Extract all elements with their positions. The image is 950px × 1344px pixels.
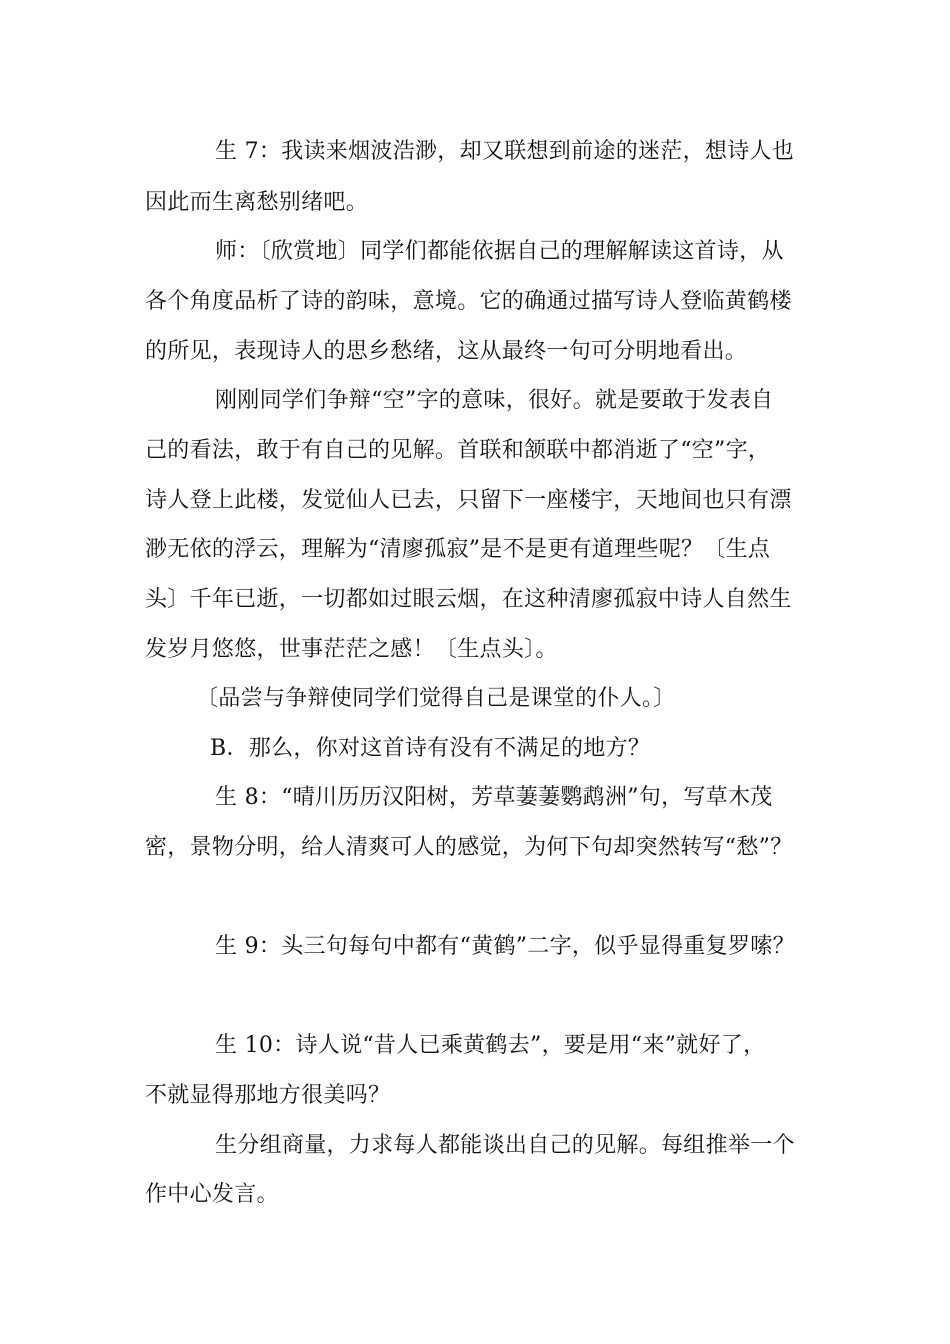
- text-line: 作中心发言。: [145, 1182, 279, 1207]
- text-line: 各个角度品析了诗的韵味，意境。它的确通过描写诗人登临黄鹤楼: [145, 289, 792, 314]
- text-line: B．那么，你对这首诗有没有不满足的地方？: [210, 736, 651, 761]
- text-line: 的所见，表现诗人的思乡愁绪，这从最终一句可分明地看出。: [145, 339, 748, 364]
- text-line: 刚刚同学们争辩“空”字的意味，很好。就是要敢于发表自: [215, 388, 774, 413]
- text-line: 头〕千年已逝，一切都如过眼云烟，在这种清廖孤寂中诗人自然生: [145, 587, 792, 612]
- text-line: 师：〔欣赏地〕同学们都能依据自己的理解解读这首诗，从: [215, 239, 784, 264]
- text-line: 生 8：“晴川历历汉阳树，芳草萋萋鹦鹉洲”句，写草木茂: [215, 785, 773, 810]
- text-line: 生 9：头三句每句中都有“黄鹤”二字，似乎显得重复罗嗦？: [215, 934, 795, 959]
- text-line: 生 10：诗人说“昔人已乘黄鹤去”，要是用“来”就好了，: [215, 1033, 766, 1058]
- text-line: 〔品尝与争辩使同学们觉得自己是课堂的仆人。〕: [196, 686, 676, 711]
- text-line: 己的看法，敢于有自己的见解。首联和颔联中都消逝了“空”字，: [145, 438, 771, 463]
- text-line: 因此而生离愁别绪吧。: [145, 190, 369, 215]
- text-line: 不就显得那地方很美吗？: [145, 1083, 391, 1108]
- text-line: 渺无依的浮云，理解为“清廖孤寂”是不是更有道理些呢？〔生点: [145, 537, 771, 562]
- text-line: 生 7：我读来烟波浩渺，却又联想到前途的迷茫，想诗人也: [215, 139, 795, 164]
- text-line: 诗人登上此楼，发觉仙人已去，只留下一座楼宇，天地间也只有漂: [145, 488, 792, 513]
- text-line: 生分组商量，力求每人都能谈出自己的见解。每组推举一个: [215, 1133, 795, 1158]
- text-line: 密，景物分明，给人清爽可人的感觉，为何下句却突然转写“愁”？: [145, 835, 793, 860]
- text-line: 发岁月悠悠，世事茫茫之感！〔生点头〕。: [145, 637, 558, 662]
